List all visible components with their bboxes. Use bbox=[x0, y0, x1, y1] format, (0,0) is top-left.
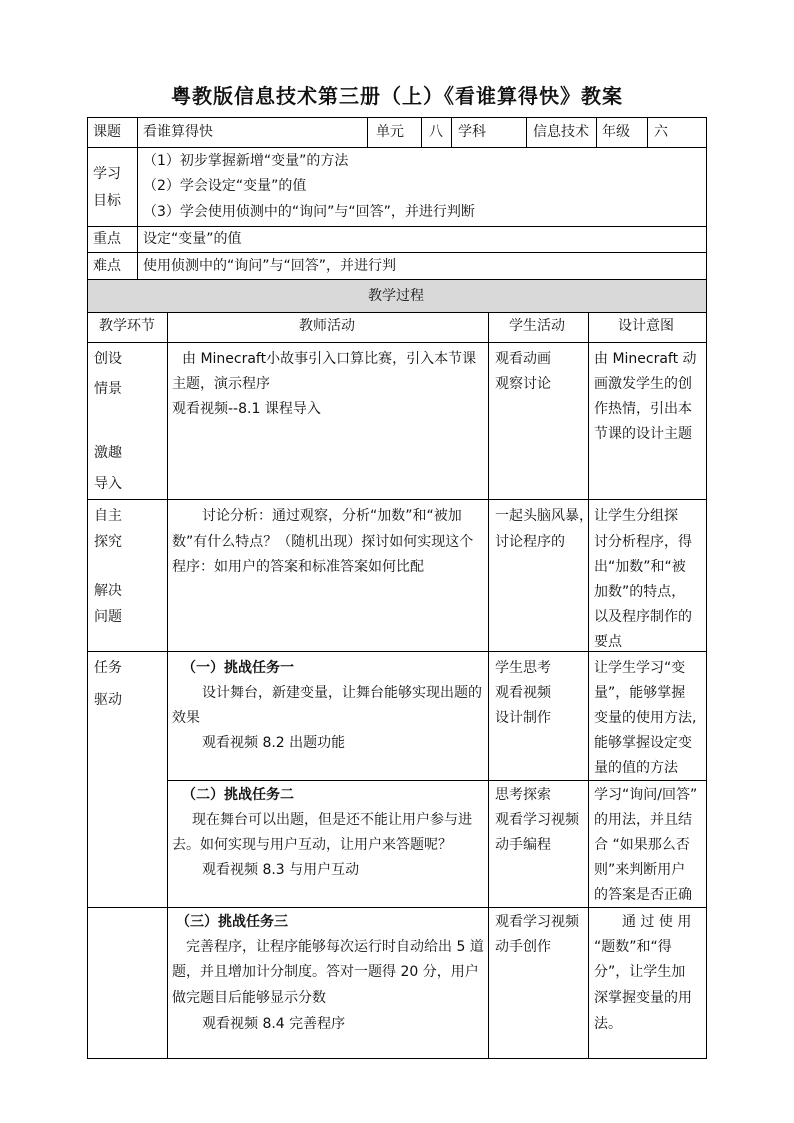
intent-text: 讨分析程序，得 bbox=[594, 534, 692, 550]
intent-text: 以及程序制作的 bbox=[594, 609, 692, 625]
objective-item: （2）学会设定“变量”的值 bbox=[143, 178, 307, 194]
document-title: 粤教版信息技术第三册（上）《看谁算得快》教案 bbox=[171, 84, 623, 108]
objective-item: （3）学会使用侦测中的“询问”与“回答”，并进行判断 bbox=[143, 204, 475, 220]
task-title: （一）挑战任务一 bbox=[182, 660, 294, 676]
teacher-text: 由 Minecraft小故事引入口算比赛，引入本节课 bbox=[182, 351, 477, 367]
student-text: 动手编程 bbox=[495, 837, 551, 853]
grade-value: 六 bbox=[654, 124, 668, 140]
intent-text: 要点 bbox=[594, 634, 622, 650]
intent-text: 让学生分组探 bbox=[594, 508, 678, 524]
process-heading: 教学过程 bbox=[368, 288, 424, 304]
intent-text: 的答案是否正确 bbox=[594, 887, 692, 903]
column-header: 学生活动 bbox=[509, 318, 565, 334]
intent-text: 深掌握变量的用 bbox=[594, 990, 692, 1006]
intent-text: 作热情，引出本 bbox=[594, 401, 692, 417]
student-text: 一起头脑风暴， bbox=[495, 508, 593, 524]
teacher-text: 观看视频 8.4 完善程序 bbox=[202, 1016, 346, 1032]
stage-text: 问题 bbox=[94, 609, 122, 625]
intent-text: 合 “如果那么否 bbox=[594, 837, 690, 853]
teacher-text: 设计舞台，新建变量，让舞台能够实现出题的 bbox=[202, 685, 482, 701]
student-text: 观看学习视频 bbox=[495, 914, 579, 930]
column-header: 教师活动 bbox=[299, 318, 355, 334]
key-point-label: 重点 bbox=[93, 231, 121, 247]
student-text: 观察讨论 bbox=[495, 376, 551, 392]
stage-text: 自主 bbox=[94, 508, 122, 524]
objectives-label-2: 目标 bbox=[93, 193, 121, 209]
task-title: （三）挑战任务三 bbox=[176, 914, 288, 930]
student-text: 观看视频 bbox=[495, 685, 551, 701]
stage-text: 情景 bbox=[94, 381, 122, 397]
subject-label: 学科 bbox=[458, 124, 486, 140]
student-text: 动手创作 bbox=[495, 939, 551, 955]
teacher-text: 效果 bbox=[172, 710, 200, 726]
task-title: （二）挑战任务二 bbox=[182, 787, 294, 803]
subject-value: 信息技术 bbox=[533, 124, 589, 140]
intent-text: 的用法，并且结 bbox=[594, 812, 692, 828]
topic-value: 看谁算得快 bbox=[143, 124, 213, 140]
stage-text: 探究 bbox=[94, 534, 122, 550]
intent-text: 由 Minecraft 动 bbox=[594, 351, 697, 367]
objective-item: （1）初步掌握新增“变量”的方法 bbox=[143, 153, 349, 169]
intent-text: “题数”和“得 bbox=[594, 939, 672, 955]
student-text: 观看学习视频 bbox=[495, 812, 579, 828]
column-header: 教学环节 bbox=[99, 318, 155, 334]
teacher-text: 观看视频 8.3 与用户互动 bbox=[202, 862, 360, 878]
student-text: 讨论程序的 bbox=[495, 534, 565, 550]
intent-text: 能够掌握设定变 bbox=[594, 735, 692, 751]
difficulty-value: 使用侦测中的“询问”与“回答”，并进行判 bbox=[143, 258, 397, 274]
intent-text: 出“加数”和“被 bbox=[594, 559, 686, 575]
teacher-text: 完善程序，让程序能够每次运行时自动给出 5 道 bbox=[186, 939, 484, 955]
objectives-label-1: 学习 bbox=[93, 166, 121, 182]
intent-text: 节课的设计主题 bbox=[594, 426, 692, 442]
intent-text: 画激发学生的创 bbox=[594, 376, 692, 392]
teacher-text: 数”有什么特点？（随机出现）探讨如何实现这个 bbox=[172, 534, 474, 550]
intent-text: 加数”的特点， bbox=[594, 584, 686, 600]
unit-value: 八 bbox=[429, 124, 443, 140]
grade-label: 年级 bbox=[602, 124, 630, 140]
stage-text: 任务 bbox=[94, 660, 122, 676]
intent-text: 变量的使用方法, bbox=[594, 710, 697, 726]
student-text: 观看动画 bbox=[495, 351, 551, 367]
teacher-text: 做完题目后能够显示分数 bbox=[172, 990, 326, 1006]
intent-text: 学习“询问/回答” bbox=[594, 787, 698, 803]
column-header: 设计意图 bbox=[618, 318, 674, 334]
teacher-text: 去。如何实现与用户互动，让用户来答题呢？ bbox=[172, 837, 452, 853]
intent-text: 分”，让学生加 bbox=[594, 964, 686, 980]
unit-label: 单元 bbox=[376, 124, 404, 140]
difficulty-label: 难点 bbox=[93, 258, 121, 274]
stage-text: 驱动 bbox=[94, 692, 122, 708]
student-text: 思考探索 bbox=[495, 787, 551, 803]
teacher-text: 观看视频--8.1 课程导入 bbox=[172, 401, 321, 417]
topic-label: 课题 bbox=[93, 124, 121, 140]
teacher-text: 程序：如用户的答案和标准答案如何比配 bbox=[172, 559, 424, 575]
teacher-text: 题，并且增加计分制度。答对一题得 20 分，用户 bbox=[172, 964, 479, 980]
student-text: 学生思考 bbox=[495, 660, 551, 676]
intent-text: 量”，能够掌握 bbox=[594, 685, 686, 701]
stage-text: 导入 bbox=[94, 476, 122, 492]
teacher-text: 现在舞台可以出题，但是还不能让用户参与进 bbox=[192, 812, 472, 828]
intent-text: 量的值的方法 bbox=[594, 760, 678, 776]
stage-text: 激趣 bbox=[94, 445, 122, 461]
intent-text: 则”来判断用户 bbox=[594, 862, 686, 878]
student-text: 设计制作 bbox=[495, 710, 551, 726]
teacher-text: 讨论分析：通过观察，分析“加数”和“被加 bbox=[202, 508, 462, 524]
stage-text: 创设 bbox=[94, 351, 122, 367]
intent-text: 让学生学习“变 bbox=[594, 660, 686, 676]
stage-text: 解决 bbox=[94, 583, 122, 599]
intent-text: 通 过 使 用 bbox=[622, 914, 692, 930]
key-point-value: 设定“变量”的值 bbox=[143, 231, 242, 247]
teacher-text: 主题，演示程序 bbox=[172, 376, 270, 392]
teacher-text: 观看视频 8.2 出题功能 bbox=[202, 735, 346, 751]
intent-text: 法。 bbox=[594, 1016, 622, 1032]
